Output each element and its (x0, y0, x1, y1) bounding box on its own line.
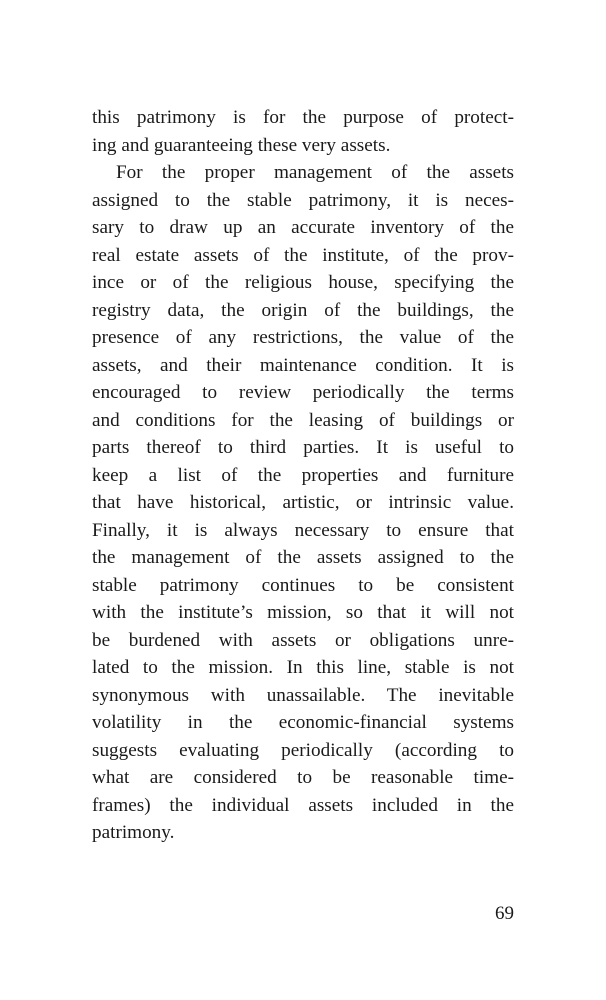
text-line: ing and guaranteeing these very assets. (92, 134, 391, 156)
text-line: For the proper management of the assets (116, 162, 514, 183)
text-line: assigned to the stable patrimony, it is neces- (92, 189, 514, 211)
body-text (92, 104, 514, 847)
text-line: real estate assets of the institute, of the prov- (92, 244, 514, 266)
text-line: the management of the assets assigned to the (92, 547, 514, 568)
text-line: what are considered to be reasonable time- (92, 767, 514, 788)
text-line: sary to draw up an accurate inventory of the (92, 217, 514, 238)
text-line: be burdened with assets or obligations unre- (92, 629, 514, 651)
text-line: suggests evaluating periodically (according to (92, 739, 514, 761)
text-line: volatility in the economic-financial systems (92, 712, 514, 733)
text-line: and conditions for the leasing of buildings or (92, 409, 514, 431)
text-line: ince or of the religious house, specifying the (92, 272, 514, 293)
page-number: 69 (495, 903, 514, 924)
text-line: registry data, the origin of the buildings, the (92, 299, 514, 321)
text-line: encouraged to review periodically the terms (92, 382, 514, 403)
text-line: with the institute’s mission, so that it will not (92, 602, 514, 623)
text-line: assets, and their maintenance condition. It is (92, 354, 514, 376)
text-line: lated to the mission. In this line, stable is not (92, 657, 514, 678)
text-line: this patrimony is for the purpose of protect- (92, 107, 514, 128)
text-line: presence of any restrictions, the value of the (92, 327, 514, 348)
text-line: that have historical, artistic, or intrinsic value. (92, 492, 514, 513)
text-line: parts thereof to third parties. It is useful to (92, 437, 514, 458)
text-line: frames) the individual assets included in the (92, 794, 514, 816)
text-line: patrimony. (92, 822, 175, 843)
text-line: Finally, it is always necessary to ensure that (92, 519, 514, 541)
text-line: synonymous with unassailable. The inevitable (92, 684, 514, 706)
text-line: stable patrimony continues to be consistent (92, 574, 514, 596)
text-line: keep a list of the properties and furniture (92, 464, 514, 486)
